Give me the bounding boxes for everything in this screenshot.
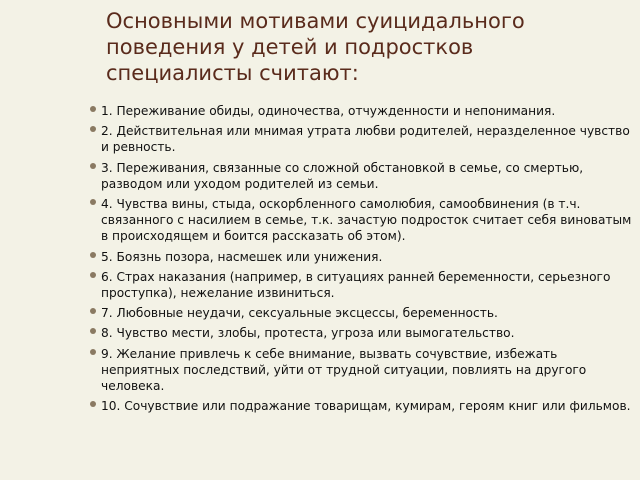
bullet-dot-icon	[90, 272, 96, 278]
bullet-item	[90, 160, 638, 192]
bullet-text: 8. Чувство мести, злобы, протеста, угроза или вымогательство.	[101, 326, 515, 341]
slide-title: Основными мотивами суицидального поведения у детей и подростков специалисты считают:	[106, 9, 525, 85]
bullet-dot-icon	[90, 126, 96, 132]
bullet-item	[90, 398, 638, 414]
bullet-text: 4. Чувства вины, стыда, оскорбленного самолюбия, самообвинения (в т.ч. связанного с насилием в семье, т.к. зачастую подросток считает себя виноватым в происходящем и боится рассказать об этом).	[101, 197, 632, 244]
bullet-text: 2. Действительная или мнимая утрата любви родителей, неразделенное чувство и ревность.	[101, 124, 630, 155]
bullet-dot-icon	[90, 199, 96, 205]
bullet-item	[90, 123, 638, 155]
bullet-dot-icon	[90, 106, 96, 112]
bullet-text: 1. Переживание обиды, одиночества, отчужденности и непонимания.	[101, 104, 556, 118]
bullet-item	[90, 325, 638, 341]
bullet-text: 7. Любовные неудачи, сексуальные эксцессы, беременность.	[101, 306, 498, 321]
bullet-text: 10. Сочувствие или подражание товарищам, кумирам, героям книг или фильмов.	[101, 399, 631, 414]
bullet-text: 9. Желание привлечь к себе внимание, вызвать сочувствие, избежать неприятных последствий, уйти от трудной ситуации, повлиять на другого человека.	[101, 346, 587, 394]
bullet-dot-icon	[90, 252, 96, 258]
bullet-dot-icon	[90, 349, 96, 355]
bullet-item	[90, 346, 638, 395]
bullet-text: 3. Переживания, связанные со сложной обстановкой в семье, со смертью, разводом или уходом родителей из семьи.	[101, 160, 584, 191]
bullet-item	[90, 305, 638, 321]
bullet-item	[90, 196, 638, 245]
bullet-text: 6. Страх наказания (например, в ситуациях ранней беременности, серьезного проступка), нежелание извиниться.	[101, 269, 611, 301]
bullet-item	[90, 249, 638, 265]
bullet-item	[90, 269, 638, 301]
bullet-item	[90, 103, 638, 119]
bullet-text: 5. Боязнь позора, насмешек или унижения.	[101, 249, 383, 264]
bullet-dot-icon	[90, 163, 96, 169]
bullet-dot-icon	[90, 401, 96, 407]
bullet-dot-icon	[90, 328, 96, 334]
bullet-dot-icon	[90, 308, 96, 314]
bullet-list	[90, 103, 638, 418]
